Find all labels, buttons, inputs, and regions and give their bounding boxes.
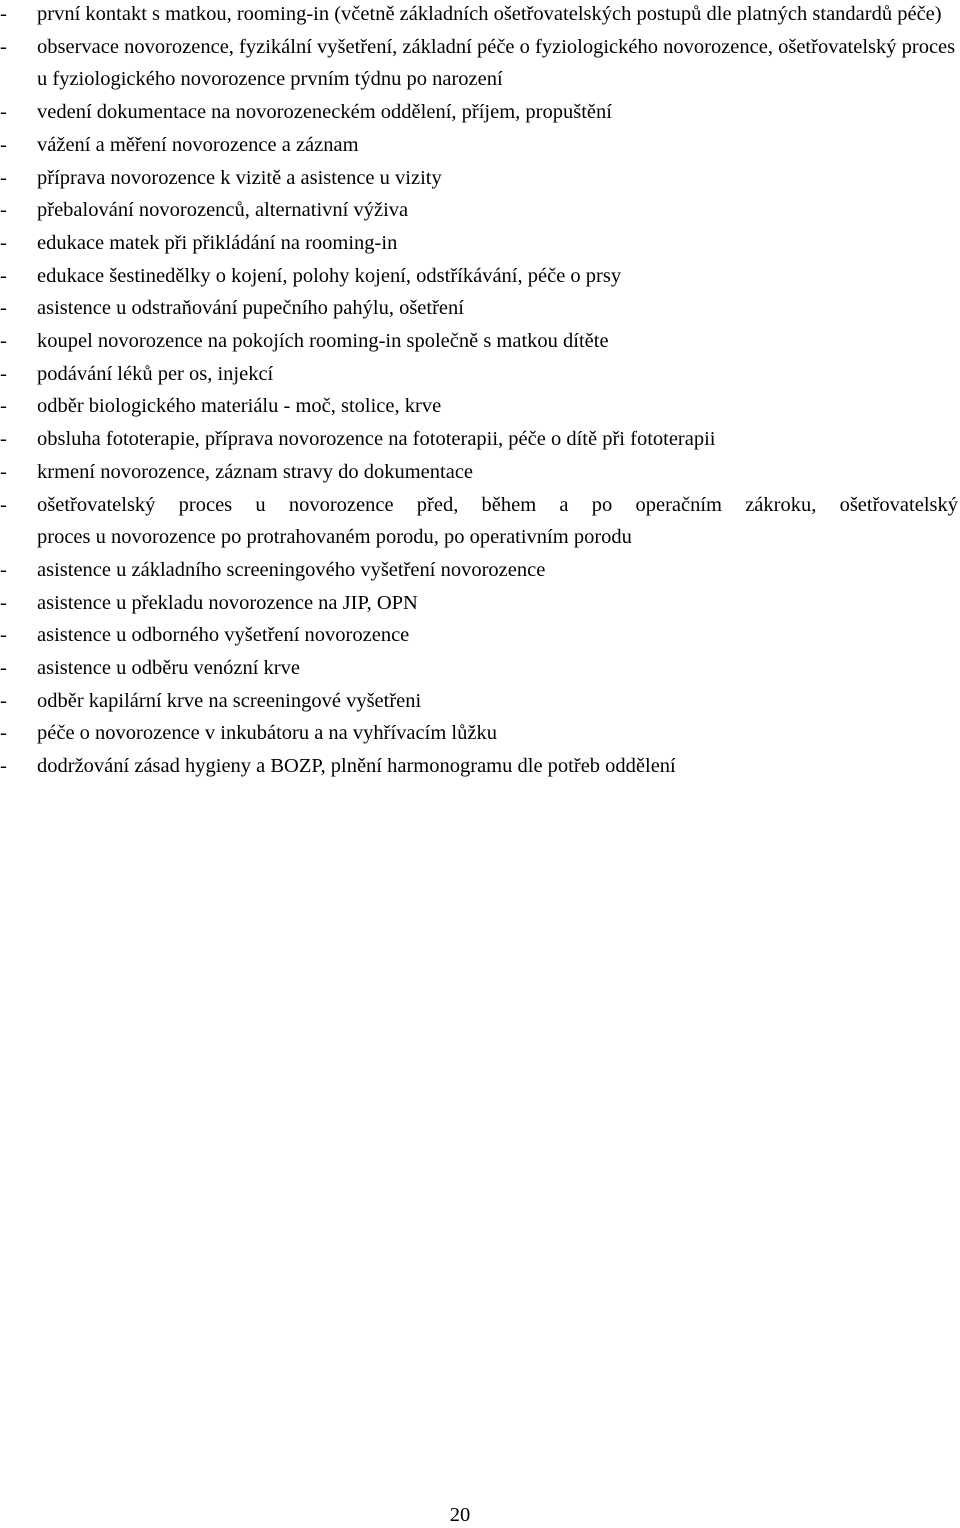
bullet-dash: - — [0, 231, 7, 254]
bullet-dash: - — [0, 591, 7, 614]
list-item-text: koupel novorozence na pokojích rooming-in společně s matkou dítěte — [37, 330, 609, 353]
list-item — [0, 652, 960, 685]
list-item-text: asistence u odstraňování pupečního pahýlu, ošetření — [37, 297, 464, 320]
list-item — [0, 227, 960, 260]
list-item-text: krmení novorozence, záznam stravy do dokumentace — [37, 460, 474, 483]
list-item-text: první kontakt s matkou, rooming-in (včetně základních ošetřovatelských postupů dle platných standardů péče) — [37, 3, 942, 25]
list-item-text: příprava novorozence k vizitě a asistence u vizity — [37, 166, 442, 189]
bullet-dash: - — [0, 558, 7, 581]
list-item — [0, 0, 960, 31]
list-item-text: podávání léků per os, injekcí — [37, 362, 274, 385]
list-item-text: odběr kapilární krve na screeningové vyšetřeni — [37, 689, 422, 712]
list-item — [0, 162, 960, 195]
list-item — [0, 619, 960, 652]
list-item — [0, 717, 960, 750]
list-item-text: asistence u odborného vyšetření novorozence — [37, 624, 410, 647]
bullet-dash: - — [0, 166, 7, 189]
bullet-dash: - — [0, 133, 7, 156]
bullet-dash: - — [0, 3, 7, 25]
bullet-dash: - — [0, 493, 7, 516]
list-item-text: péče o novorozence v inkubátoru a na vyhřívacím lůžku — [37, 722, 497, 745]
bullet-dash: - — [0, 755, 7, 778]
list-item — [0, 129, 960, 162]
list-item — [0, 554, 960, 587]
bullet-dash: - — [0, 330, 7, 353]
list-item-text-line-1: ošetřovatelský proces u novorozence před, během a po operačním zákroku, ošetřovatelský — [37, 493, 958, 516]
list-item-text: edukace matek při přikládání na rooming-in — [37, 231, 398, 254]
list-item — [0, 292, 960, 325]
bullet-dash: - — [0, 362, 7, 385]
bullet-dash: - — [0, 624, 7, 647]
bullet-dash: - — [0, 722, 7, 745]
bullet-dash: - — [0, 35, 7, 58]
list-item-text: asistence u základního screeningového vyšetření novorozence — [37, 558, 546, 581]
bullet-dash: - — [0, 297, 7, 320]
bullet-dash: - — [0, 689, 7, 712]
list-item-text: přebalování novorozenců, alternativní výživa — [37, 199, 409, 222]
list-item — [0, 31, 960, 96]
list-item — [0, 96, 960, 129]
list-item-text: vedení dokumentace na novorozeneckém oddělení, příjem, propuštění — [37, 101, 612, 124]
list-item — [0, 260, 960, 293]
list-item-text: edukace šestinedělky o kojení, polohy kojení, odstříkávání, péče o prsy — [37, 264, 622, 287]
bullet-dash: - — [0, 101, 7, 124]
list-item — [0, 685, 960, 718]
list-item-text: dodržování zásad hygieny a BOZP, plnění harmonogramu dle potřeb oddělení — [37, 755, 676, 778]
list-item — [0, 325, 960, 358]
list-item — [0, 456, 960, 489]
list-item — [0, 194, 960, 227]
list-item-text: odběr biologického materiálu - moč, stolice, krve — [37, 395, 442, 418]
list-item — [0, 390, 960, 423]
list-item-text-line-2: proces u novorozence po protrahovaném porodu, po operativním porodu — [37, 526, 632, 549]
list-item-text: asistence u překladu novorozence na JIP, OPN — [37, 591, 418, 614]
bullet-dash: - — [0, 264, 7, 287]
list-item-text: asistence u odběru venózní krve — [37, 657, 300, 680]
list-item-text: observace novorozence, fyzikální vyšetření, základní péče o fyziologického novorozence, ošetřovatelský proces u fyziologického novorozence prvním týdnu po narození — [37, 35, 956, 91]
list-item-text — [37, 489, 958, 554]
list-item — [0, 358, 960, 391]
bullet-dash: - — [0, 428, 7, 451]
bullet-dash: - — [0, 460, 7, 483]
list-item — [0, 750, 960, 783]
list-item-text: vážení a měření novorozence a záznam — [37, 133, 359, 156]
list-item — [0, 587, 960, 620]
list-item — [0, 423, 960, 456]
list-item-text: obsluha fototerapie, příprava novorozence na fototerapii, péče o dítě při fototerapii — [37, 428, 716, 451]
page-number: 20 — [449, 1504, 471, 1526]
bullet-dash: - — [0, 395, 7, 418]
bullet-dash: - — [0, 199, 7, 222]
bullet-dash: - — [0, 657, 7, 680]
list-item — [0, 489, 960, 554]
